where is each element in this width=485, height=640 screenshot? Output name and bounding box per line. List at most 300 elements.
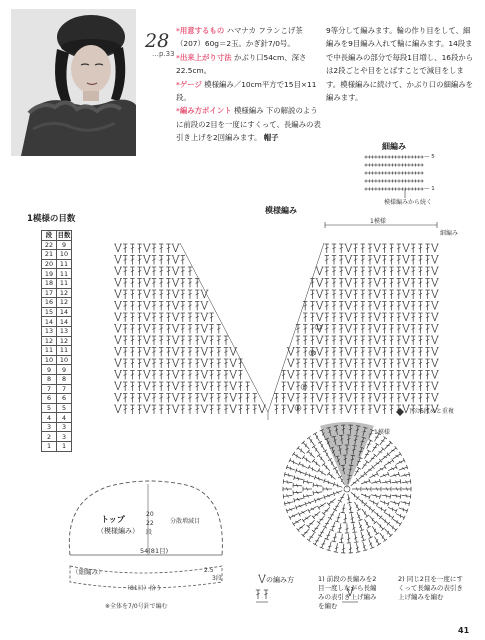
crown-stitch bbox=[398, 465, 408, 472]
table-cell: 17 bbox=[42, 288, 57, 298]
pattern-stitch bbox=[114, 256, 122, 264]
pattern-stitch bbox=[114, 290, 122, 298]
pattern-stitch bbox=[152, 405, 156, 414]
pattern-stitch bbox=[344, 359, 352, 367]
pattern-stitch bbox=[368, 348, 372, 357]
pattern-stitch bbox=[200, 405, 208, 413]
crown-stitch bbox=[395, 458, 405, 466]
table-cell: 10 bbox=[57, 355, 72, 365]
pattern-stitch bbox=[373, 256, 381, 264]
sc-stitch bbox=[371, 179, 374, 182]
pattern-stitch bbox=[332, 336, 336, 345]
sc-stitch bbox=[381, 155, 384, 158]
sc-stitch bbox=[411, 171, 414, 174]
pattern-stitch bbox=[114, 359, 122, 367]
pattern-stitch bbox=[397, 382, 401, 391]
crown-stitch bbox=[346, 494, 352, 504]
crown-stitch bbox=[354, 543, 360, 553]
pattern-stitch bbox=[418, 256, 422, 265]
pattern-stitch bbox=[123, 325, 127, 334]
pattern-stitch bbox=[217, 348, 221, 357]
table-cell: 15 bbox=[42, 307, 57, 317]
sc-stitch bbox=[414, 171, 417, 174]
crown-stitch bbox=[363, 450, 371, 460]
materials-text: ハマナカ フランこげ茶（207）60g＝2玉。かぎ針7/0号。 bbox=[176, 26, 303, 49]
pattern-stitch bbox=[217, 405, 221, 414]
pattern-stitch bbox=[361, 336, 365, 345]
pattern-stitch bbox=[130, 371, 134, 380]
crown-stitch bbox=[283, 479, 292, 484]
crown-stitch bbox=[398, 506, 408, 513]
pattern-stitch bbox=[143, 348, 151, 356]
sc-stitch bbox=[401, 171, 404, 174]
crown-stitch bbox=[322, 463, 331, 473]
crown-stitch bbox=[333, 489, 343, 496]
crown-stitch bbox=[313, 432, 321, 442]
page-reference: …p.33 bbox=[152, 50, 175, 58]
pattern-stitch bbox=[159, 382, 163, 391]
sc-stitch bbox=[381, 163, 384, 166]
pattern-stitch bbox=[114, 348, 122, 356]
edge-rows-label: 3段 bbox=[212, 575, 222, 582]
pattern-stitch bbox=[130, 405, 134, 414]
pattern-stitch bbox=[425, 244, 429, 253]
crown-stitch bbox=[375, 521, 384, 531]
pattern-stitch bbox=[332, 394, 336, 403]
crown-stitch bbox=[381, 479, 391, 485]
pattern-stitch bbox=[382, 267, 386, 276]
crown-stitch bbox=[395, 512, 405, 520]
sc-stitch bbox=[414, 163, 417, 166]
pattern-stitch bbox=[397, 325, 401, 334]
sc-stitch bbox=[368, 163, 371, 166]
pattern-stitch bbox=[137, 244, 141, 253]
crown-stitch bbox=[289, 512, 299, 520]
sc-stitch bbox=[378, 179, 381, 182]
crown-stitch bbox=[292, 517, 302, 526]
pattern-stitch bbox=[389, 302, 393, 311]
crown-stitch bbox=[361, 541, 368, 551]
pattern-stitch bbox=[130, 336, 134, 345]
pattern-stitch bbox=[217, 325, 221, 334]
pattern-stitch bbox=[224, 348, 228, 357]
crown-stitch bbox=[363, 518, 371, 528]
pattern-stitch bbox=[418, 302, 422, 311]
pattern-stitch bbox=[411, 290, 415, 299]
pattern-stitch bbox=[339, 336, 343, 345]
pattern-stitch bbox=[382, 313, 386, 322]
pattern-stitch bbox=[402, 359, 410, 367]
sc-stitch bbox=[421, 171, 424, 174]
pattern-stitch bbox=[287, 382, 295, 390]
table-cell: 3 bbox=[42, 422, 57, 432]
table-cell: 11 bbox=[57, 278, 72, 288]
crown-stitch bbox=[298, 508, 308, 516]
pattern-stitch bbox=[287, 359, 295, 367]
pattern-stitch bbox=[166, 348, 170, 357]
pattern-stitch bbox=[200, 302, 208, 310]
crown-stitch bbox=[323, 450, 331, 460]
pattern-stitch bbox=[361, 382, 365, 391]
crown-stitch bbox=[391, 479, 401, 485]
pattern-stitch bbox=[130, 348, 134, 357]
pattern-stitch bbox=[361, 290, 365, 299]
pattern-stitch bbox=[209, 348, 213, 357]
pattern-stitch bbox=[368, 359, 372, 368]
pattern-stitch bbox=[361, 348, 365, 357]
depth-cm-label: 20 bbox=[146, 511, 154, 518]
svg-text:10: 10 bbox=[310, 351, 317, 357]
crown-stitch bbox=[312, 510, 322, 519]
pattern-stitch bbox=[152, 302, 156, 311]
pattern-stitch bbox=[332, 244, 336, 253]
sc-stitch bbox=[401, 187, 404, 190]
pattern-stitch bbox=[344, 336, 352, 344]
sc-stitch bbox=[381, 179, 384, 182]
crown-stitch bbox=[301, 441, 310, 451]
pattern-stitch bbox=[229, 359, 237, 367]
pattern-stitch bbox=[123, 371, 127, 380]
crown-stitch bbox=[400, 472, 410, 478]
pattern-stitch bbox=[382, 359, 386, 368]
table-cell: 13 bbox=[42, 326, 57, 336]
table-cell: 14 bbox=[42, 317, 57, 327]
crown-repeat-label: 1模様 bbox=[374, 429, 390, 436]
table-cell: 3 bbox=[57, 432, 72, 442]
pattern-stitch bbox=[200, 359, 208, 367]
crown-stitch bbox=[328, 510, 336, 520]
pattern-stitch bbox=[310, 336, 314, 345]
pattern-stitch bbox=[152, 313, 156, 322]
pattern-stitch bbox=[325, 405, 329, 414]
points-text-1: 模様編み 下の解説のように前段の2目を一度にすくって、長編みの表引き上げを2回編みます。 bbox=[176, 106, 321, 143]
pattern-stitch bbox=[172, 348, 180, 356]
crown-stitch bbox=[388, 446, 398, 455]
table-cell: 11 bbox=[57, 346, 72, 356]
pattern-stitch bbox=[373, 279, 381, 287]
pattern-stitch bbox=[325, 244, 329, 253]
pattern-stitch bbox=[143, 256, 151, 264]
pattern-stitch bbox=[195, 382, 199, 391]
pattern-stitch bbox=[344, 244, 352, 252]
single-crochet-title: 細編み bbox=[382, 142, 406, 151]
pattern-stitch bbox=[281, 371, 285, 380]
single-crochet-note: 模様編みから続く bbox=[384, 199, 433, 206]
pattern-stitch bbox=[361, 394, 365, 403]
pattern-stitch bbox=[344, 325, 352, 333]
pattern-stitch bbox=[353, 244, 357, 253]
single-crochet-chart bbox=[364, 154, 435, 206]
pattern-stitch bbox=[402, 348, 410, 356]
pattern-stitch bbox=[130, 290, 134, 299]
crown-circle-chart bbox=[283, 422, 411, 553]
table-cell: 12 bbox=[57, 298, 72, 308]
pattern-stitch bbox=[159, 313, 163, 322]
pattern-stitch bbox=[411, 394, 415, 403]
crown-stitch bbox=[375, 447, 384, 457]
crown-stitch bbox=[353, 501, 361, 511]
pattern-stitch bbox=[397, 394, 401, 403]
crown-stitch bbox=[332, 532, 338, 542]
sc-stitch bbox=[401, 179, 404, 182]
sc-stitch bbox=[404, 187, 407, 190]
table-cell: 16 bbox=[42, 298, 57, 308]
pattern-stitch bbox=[123, 302, 127, 311]
pattern-stitch bbox=[143, 325, 151, 333]
single-crochet-row-label: 細編み bbox=[440, 230, 459, 237]
sc-stitch bbox=[414, 179, 417, 182]
pattern-stitch bbox=[123, 313, 127, 322]
crown-stitch bbox=[372, 459, 382, 468]
sc-stitch bbox=[407, 155, 410, 158]
pattern-stitch bbox=[200, 371, 208, 379]
pattern-stitch bbox=[316, 359, 324, 367]
pattern-stitch bbox=[418, 394, 422, 403]
legend-heading: の編み方 bbox=[266, 576, 294, 584]
pattern-stitch bbox=[382, 371, 386, 380]
pattern-stitch bbox=[325, 256, 329, 265]
crown-stitch bbox=[317, 514, 326, 524]
pattern-stitch bbox=[166, 394, 170, 403]
pattern-stitch bbox=[382, 394, 386, 403]
sc-stitch bbox=[378, 155, 381, 158]
pattern-stitch bbox=[353, 325, 357, 334]
table-cell: 11 bbox=[42, 346, 57, 356]
crown-stitch bbox=[353, 533, 359, 543]
crown-stitch bbox=[284, 500, 294, 506]
pattern-stitch bbox=[143, 313, 151, 321]
sc-stitch bbox=[394, 187, 397, 190]
crown-stitch bbox=[381, 493, 391, 499]
pattern-stitch bbox=[411, 302, 415, 311]
crown-stitch bbox=[337, 523, 343, 533]
pattern-stitch bbox=[130, 267, 134, 276]
pattern-stitch bbox=[303, 325, 307, 334]
pattern-stitch bbox=[368, 244, 372, 253]
pattern-stitch bbox=[123, 348, 127, 357]
pattern-stitch bbox=[332, 313, 336, 322]
pattern-stitch bbox=[344, 302, 352, 310]
pattern-stitch bbox=[373, 348, 381, 356]
pattern-stitch bbox=[332, 279, 336, 288]
table-cell: 6 bbox=[42, 394, 57, 404]
hat-top-label: トップ bbox=[101, 515, 125, 524]
pattern-stitch bbox=[344, 348, 352, 356]
crown-stitch bbox=[355, 511, 363, 521]
crown-stitch bbox=[352, 487, 361, 491]
crown-stitch bbox=[378, 436, 387, 446]
pattern-stitch bbox=[130, 382, 134, 391]
crown-stitch bbox=[308, 465, 318, 473]
pattern-stitch bbox=[389, 371, 393, 380]
pattern-stitch bbox=[397, 290, 401, 299]
pattern-stitch bbox=[137, 336, 141, 345]
pattern-stitch bbox=[402, 313, 410, 321]
table-cell: 7 bbox=[57, 384, 72, 394]
pattern-stitch bbox=[402, 382, 410, 390]
sc-stitch bbox=[421, 163, 424, 166]
crown-stitch bbox=[333, 501, 341, 511]
pattern-stitch bbox=[397, 279, 401, 288]
crown-stitch bbox=[293, 483, 302, 488]
pattern-stitch bbox=[181, 325, 185, 334]
crown-stitch bbox=[333, 482, 343, 489]
edge-label: （細編み） bbox=[72, 568, 105, 576]
pattern-stitch bbox=[152, 244, 156, 253]
pattern-stitch bbox=[181, 279, 185, 288]
pattern-stitch bbox=[137, 279, 141, 288]
pattern-stitch bbox=[373, 359, 381, 367]
crown-stitch bbox=[338, 492, 346, 502]
pattern-stitch bbox=[224, 336, 228, 345]
table-cell: 20 bbox=[42, 259, 57, 269]
crown-stitch bbox=[376, 505, 386, 513]
pattern-stitch bbox=[166, 405, 170, 414]
sc-stitch bbox=[384, 187, 387, 190]
pattern-stitch bbox=[123, 244, 127, 253]
pattern-stitch bbox=[339, 302, 343, 311]
pattern-stitch bbox=[382, 244, 386, 253]
pattern-stitch bbox=[431, 382, 439, 390]
pattern-stitch bbox=[310, 371, 314, 380]
pattern-stitch bbox=[339, 290, 343, 299]
crown-stitch bbox=[313, 536, 321, 546]
pattern-stitch bbox=[418, 359, 422, 368]
pattern-stitch bbox=[361, 371, 365, 380]
legend-step-2: 2) 同じ2目を一度にすくって長編みの表引き上げ編みを編む bbox=[398, 575, 463, 601]
svg-text:8: 8 bbox=[302, 385, 306, 391]
pattern-stitch bbox=[373, 394, 381, 402]
pattern-stitch bbox=[172, 382, 180, 390]
pattern-stitch bbox=[137, 325, 141, 334]
pattern-stitch bbox=[325, 348, 329, 357]
pattern-stitch bbox=[425, 256, 429, 265]
table-cell: 14 bbox=[57, 317, 72, 327]
pattern-stitch bbox=[152, 290, 156, 299]
pattern-stitch bbox=[368, 267, 372, 276]
crown-stitch bbox=[286, 465, 296, 472]
pattern-stitch bbox=[353, 371, 357, 380]
pattern-stitch bbox=[431, 325, 439, 333]
table-header-cell: 目数 bbox=[57, 231, 71, 240]
pattern-stitch bbox=[181, 290, 185, 299]
sc-stitch bbox=[404, 179, 407, 182]
pattern-stitch bbox=[137, 290, 141, 299]
pattern-stitch bbox=[224, 382, 228, 391]
pattern-stitch bbox=[224, 371, 228, 380]
sc-stitch bbox=[394, 155, 397, 158]
pattern-stitch bbox=[209, 405, 213, 414]
crown-stitch bbox=[400, 500, 410, 506]
pattern-stitch bbox=[172, 405, 180, 413]
pattern-stitch bbox=[152, 325, 156, 334]
pattern-stitch bbox=[316, 348, 324, 356]
pattern-stitch bbox=[200, 325, 208, 333]
pattern-stitch bbox=[389, 336, 393, 345]
pattern-stitch bbox=[143, 267, 151, 275]
crown-stitch bbox=[384, 459, 394, 468]
pattern-stitch bbox=[166, 256, 170, 265]
pattern-stitch bbox=[217, 382, 221, 391]
pattern-stitch bbox=[143, 371, 151, 379]
crown-stitch bbox=[289, 458, 299, 466]
sc-stitch bbox=[414, 155, 417, 158]
pattern-stitch bbox=[181, 313, 185, 322]
crown-stitch bbox=[392, 517, 402, 526]
pattern-stitch bbox=[123, 256, 127, 265]
pattern-stitch bbox=[310, 394, 314, 403]
pattern-stitch bbox=[361, 267, 365, 276]
table-cell: 5 bbox=[42, 403, 57, 413]
pattern-stitch bbox=[287, 405, 295, 413]
pattern-stitch bbox=[137, 302, 141, 311]
pattern-stitch bbox=[339, 256, 343, 265]
crown-stitch bbox=[325, 530, 332, 540]
pattern-stitch bbox=[373, 302, 381, 310]
points-text-2: 9等分して編みます。輪の作り目をして、細編みを9目編み入れて輪に編みます。14段まで中長編みの部分で毎段1目増し、16段からは2段ごとや目をとばすことで減目をします。模様編みに続けて、かぶり口の細編みを編みます。 bbox=[326, 26, 474, 103]
pattern-stitch bbox=[332, 267, 336, 276]
crown-stitch bbox=[302, 455, 312, 464]
pattern-stitch bbox=[325, 382, 329, 391]
crown-stitch bbox=[387, 505, 397, 513]
pattern-stitch bbox=[217, 359, 221, 368]
pattern-stitch bbox=[114, 336, 122, 344]
pattern-stitch bbox=[431, 348, 439, 356]
pattern-stitch bbox=[123, 394, 127, 403]
pattern-stitch bbox=[159, 256, 163, 265]
sc-stitch bbox=[394, 179, 397, 182]
pattern-stitch bbox=[411, 256, 415, 265]
sc-stitch bbox=[411, 187, 414, 190]
crown-stitch bbox=[323, 518, 331, 528]
crown-stitch bbox=[360, 508, 369, 518]
pattern-stitch bbox=[130, 302, 134, 311]
crown-stitch bbox=[365, 528, 373, 538]
pattern-stitch bbox=[296, 359, 300, 368]
pattern-stitch bbox=[181, 336, 185, 345]
pattern-stitch bbox=[200, 313, 208, 321]
pattern-stitch bbox=[332, 290, 336, 299]
pattern-stitch bbox=[431, 279, 439, 287]
pattern-stitch bbox=[389, 394, 393, 403]
svg-text:12: 12 bbox=[316, 325, 323, 331]
pattern-stitch bbox=[411, 371, 415, 380]
pattern-stitch bbox=[195, 302, 199, 311]
pattern-stitch bbox=[188, 290, 192, 299]
pattern-stitch bbox=[332, 405, 336, 414]
pattern-stitch bbox=[389, 290, 393, 299]
pattern-stitch bbox=[152, 382, 156, 391]
pattern-stitch bbox=[238, 394, 242, 403]
pattern-stitch bbox=[425, 359, 429, 368]
crown-stitch bbox=[307, 450, 317, 459]
pattern-stitch bbox=[303, 313, 307, 322]
sc-stitch bbox=[394, 163, 397, 166]
crown-stitch bbox=[317, 468, 327, 477]
pattern-stitch bbox=[238, 405, 242, 414]
crown-stitch bbox=[349, 513, 355, 523]
pattern-stitch bbox=[137, 394, 141, 403]
crown-stitch bbox=[307, 519, 317, 528]
crown-stitch bbox=[305, 499, 315, 506]
pattern-stitch bbox=[137, 405, 141, 414]
pattern-stitch bbox=[159, 348, 163, 357]
crown-stitch bbox=[378, 532, 387, 542]
pattern-stitch bbox=[195, 290, 199, 299]
pattern-stitch bbox=[418, 382, 422, 391]
pattern-stitch bbox=[130, 256, 134, 265]
pattern-stitch bbox=[229, 371, 237, 379]
